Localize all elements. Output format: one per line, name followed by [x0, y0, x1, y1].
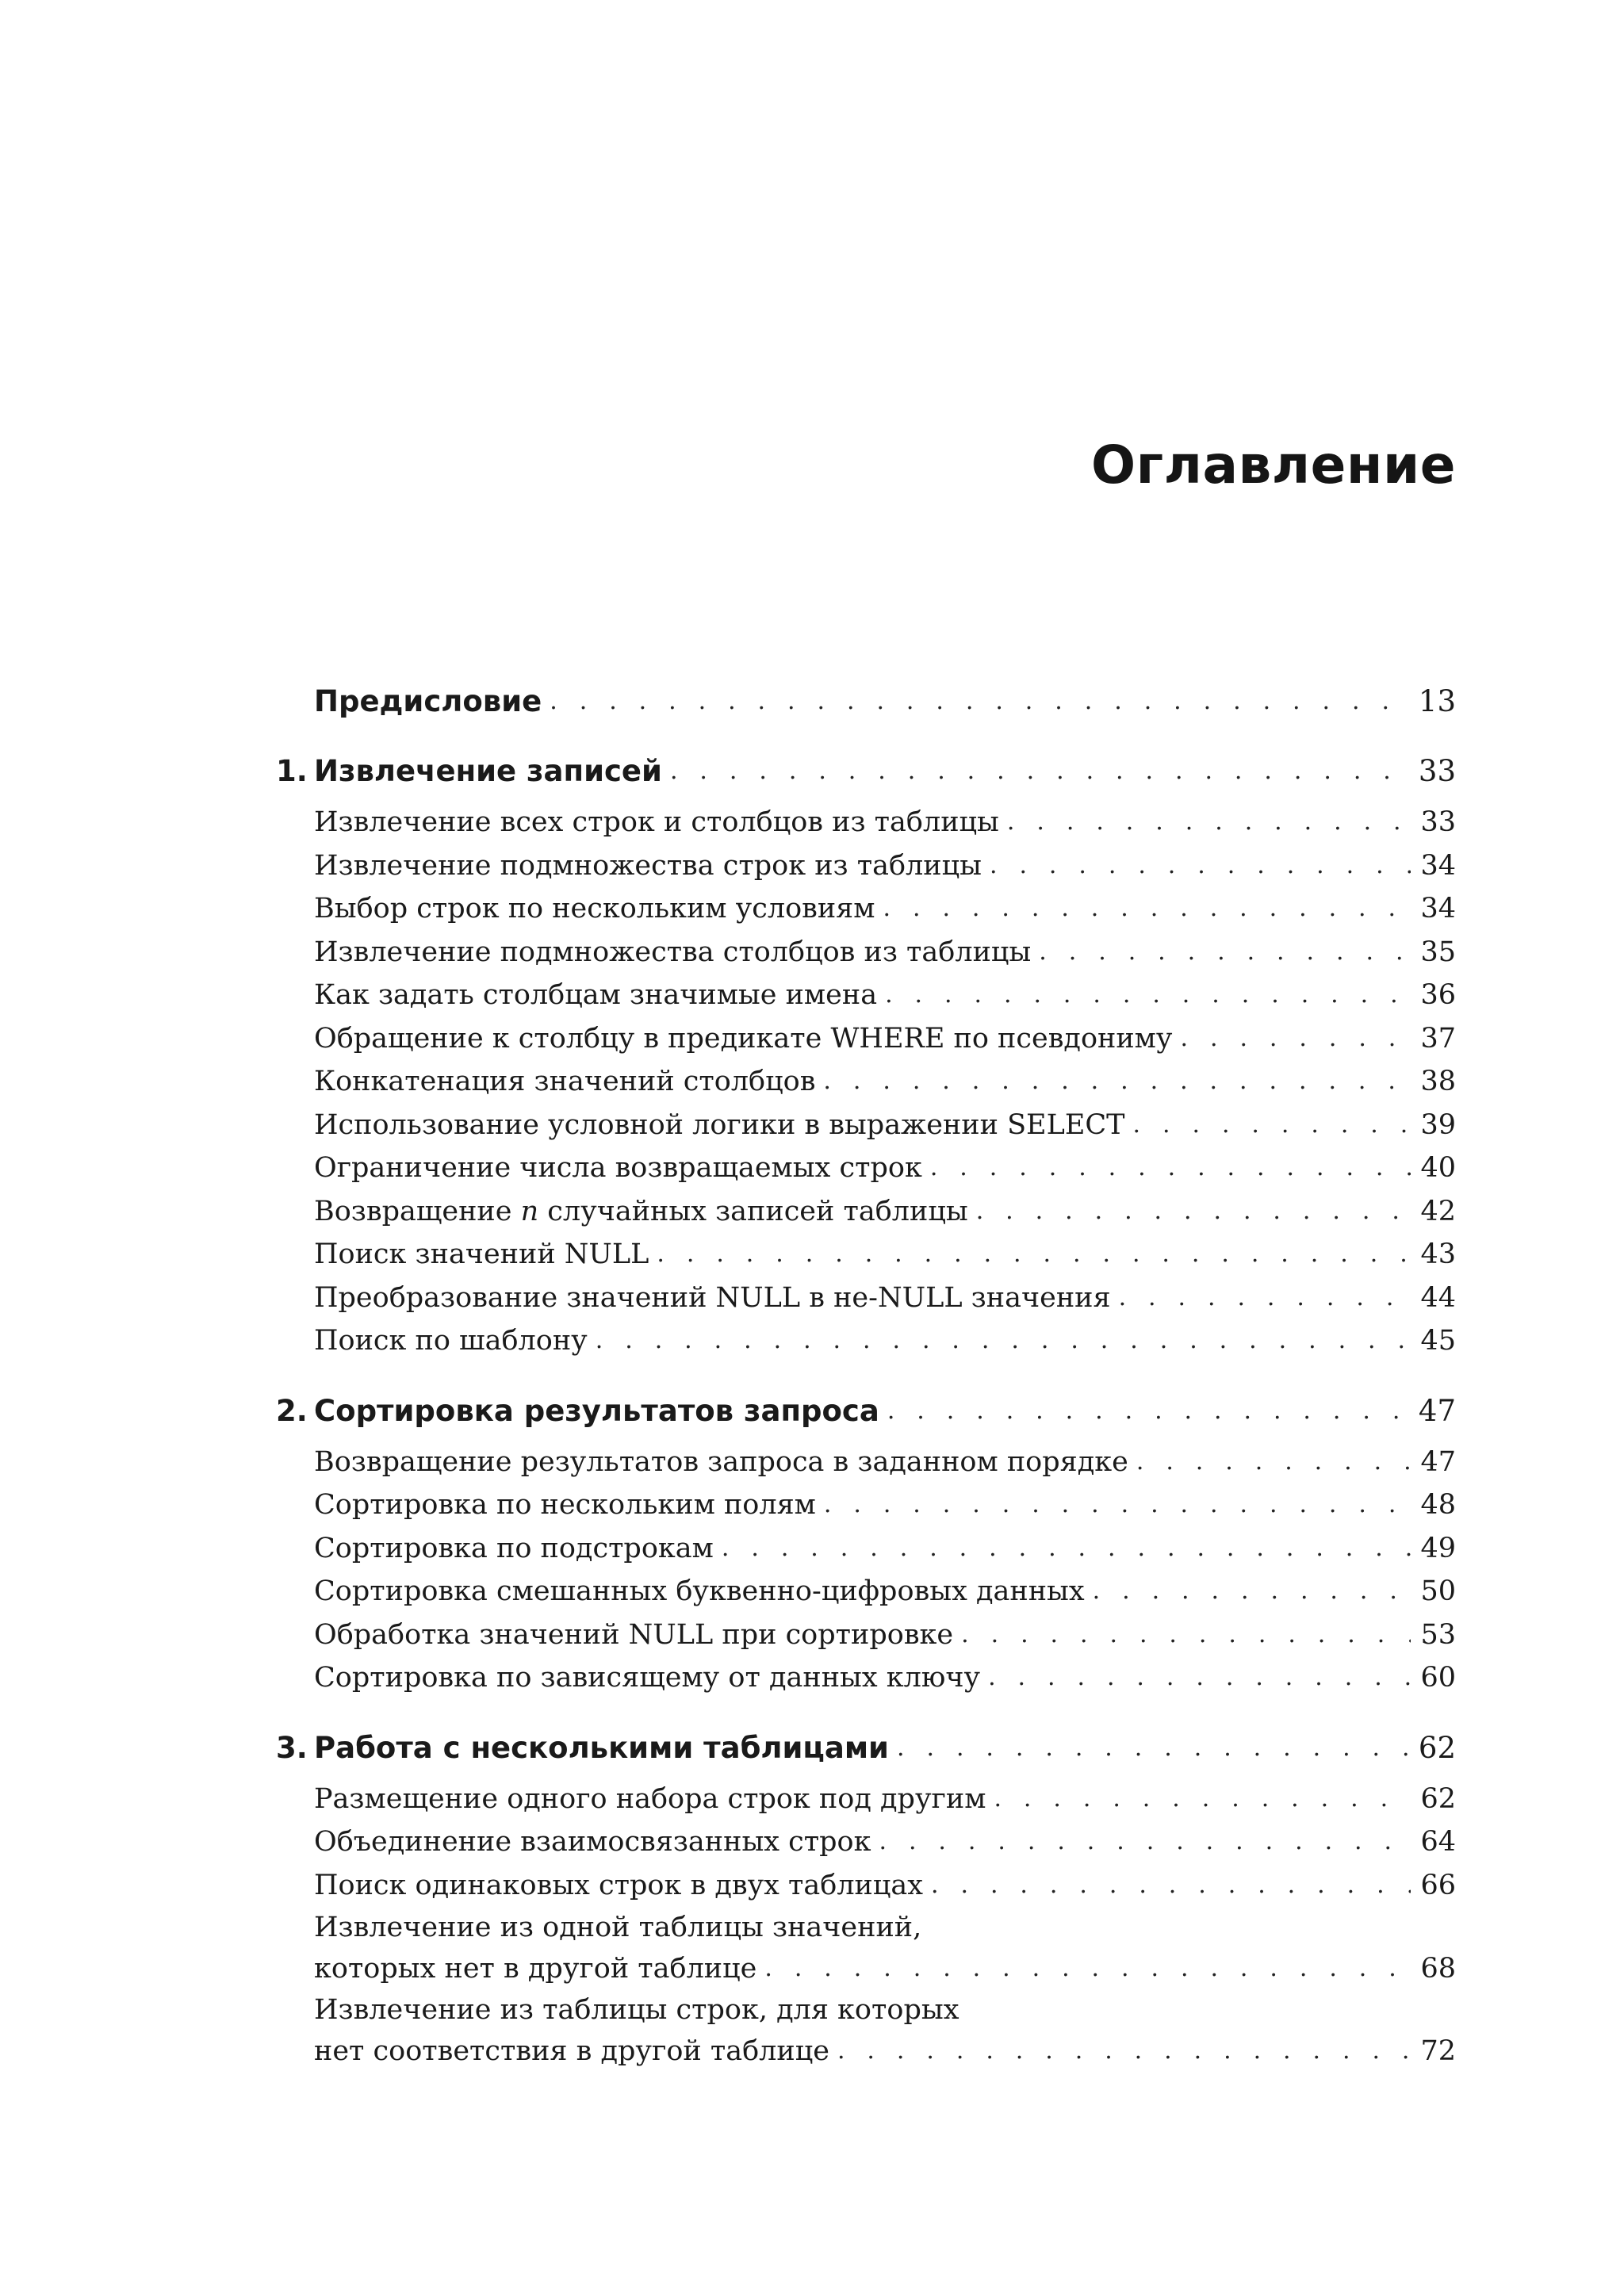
toc-section[interactable] — [276, 1277, 1456, 1320]
toc-entry-label — [314, 1190, 976, 1234]
toc-page-number: 39 — [1420, 1108, 1456, 1141]
dot-leader — [990, 844, 1411, 888]
toc-page-number: 35 — [1420, 936, 1456, 968]
toc-entry-label: Возвращение результатов запроса в заданном порядке — [314, 1441, 1136, 1484]
toc-section[interactable] — [276, 1146, 1456, 1190]
toc-entry-label: Сортировка смешанных буквенно-цифровых данных — [314, 1570, 1093, 1614]
toc-entry-label: Работа с несколькими таблицами — [276, 1727, 897, 1770]
toc-entry-label: Обращение к столбцу в предикате WHERE по псевдониму — [314, 1017, 1181, 1061]
toc-section[interactable] — [276, 1190, 1456, 1234]
toc-section[interactable] — [276, 1017, 1456, 1061]
toc-page-number: 50 — [1420, 1575, 1456, 1607]
label-suffix: случайных записей таблицы — [538, 1195, 968, 1227]
toc-section[interactable] — [276, 1483, 1456, 1527]
toc-entry-label: Сортировка по нескольким полям — [314, 1483, 824, 1527]
toc-page-number: 33 — [1420, 806, 1456, 838]
toc-section[interactable] — [276, 1104, 1456, 1147]
toc-section[interactable] — [276, 1233, 1456, 1277]
dot-leader — [1007, 801, 1411, 844]
toc-chapter-1[interactable] — [276, 750, 1456, 793]
toc-entry-label: Поиск по шаблону — [314, 1319, 596, 1363]
toc-page-number: 60 — [1420, 1662, 1456, 1694]
toc-entry-label: Поиск одинаковых строк в двух таблицах — [314, 1864, 931, 1908]
toc-entry-label-line1: Извлечение из таблицы строк, для которых — [314, 1994, 959, 2026]
toc-chapter-3[interactable] — [276, 1727, 1456, 1770]
toc-page-number: 49 — [1420, 1532, 1456, 1564]
toc-page-number: 62 — [1420, 1782, 1456, 1815]
table-of-contents — [276, 680, 1456, 2072]
toc-page-number: 38 — [1420, 1066, 1456, 1097]
dot-leader — [837, 2031, 1411, 2072]
toc-entry-label: Обработка значений NULL при сортировке — [314, 1614, 961, 1657]
dot-leader — [657, 1233, 1411, 1277]
dot-leader — [670, 750, 1409, 793]
toc-entry-label: Извлечение записей — [276, 750, 670, 793]
chapter-number: 2. — [276, 1393, 308, 1428]
toc-section[interactable] — [276, 1441, 1456, 1484]
chapter-number: 1. — [276, 754, 308, 788]
dot-leader — [1181, 1017, 1411, 1061]
toc-section[interactable] — [276, 844, 1456, 888]
toc-page-number: 36 — [1420, 979, 1456, 1011]
toc-entry-label: Извлечение подмножества столбцов из таблицы — [314, 931, 1039, 974]
toc-page-number: 64 — [1420, 1826, 1456, 1858]
toc-page-number: 37 — [1420, 1022, 1456, 1055]
dot-leader — [961, 1614, 1411, 1657]
toc-section[interactable] — [276, 1060, 1456, 1104]
toc-section[interactable] — [276, 1614, 1456, 1657]
dot-leader — [596, 1319, 1411, 1363]
label-italic-n: n — [520, 1195, 539, 1227]
toc-page-number: 42 — [1420, 1195, 1456, 1227]
toc-chapter-2[interactable] — [276, 1390, 1456, 1433]
toc-section[interactable] — [276, 1864, 1456, 1908]
toc-page-number: 48 — [1420, 1489, 1456, 1521]
toc-entry-label: Извлечение подмножества строк из таблицы — [314, 844, 990, 888]
dot-leader — [824, 1483, 1411, 1527]
toc-section-multiline[interactable] — [276, 1907, 1456, 1989]
toc-section[interactable] — [276, 1820, 1456, 1864]
toc-entry-label-line1: Извлечение из одной таблицы значений, — [314, 1912, 922, 1943]
dot-leader — [885, 974, 1411, 1017]
dot-leader — [722, 1527, 1411, 1571]
toc-entry-label-line2: которых нет в другой таблице — [314, 1948, 764, 1989]
dot-leader — [883, 887, 1411, 931]
label-prefix: Возвращение — [314, 1195, 521, 1227]
toc-entry-preface[interactable] — [276, 680, 1456, 723]
dot-leader — [931, 1864, 1411, 1908]
dot-leader — [988, 1656, 1411, 1700]
toc-entry-label: Как задать столбцам значимые имена — [314, 974, 885, 1017]
toc-section-multiline[interactable] — [276, 1989, 1456, 2072]
toc-section[interactable] — [276, 887, 1456, 931]
toc-entry-label: Ограничение числа возвращаемых строк — [314, 1146, 930, 1190]
toc-page-number: 43 — [1420, 1238, 1456, 1270]
toc-page-number: 34 — [1420, 893, 1456, 924]
toc-page-number: 45 — [1420, 1325, 1456, 1357]
dot-leader — [897, 1727, 1409, 1770]
toc-section[interactable] — [276, 1570, 1456, 1614]
dot-leader — [550, 680, 1409, 723]
toc-entry-label: Сортировка по подстрокам — [314, 1527, 722, 1571]
toc-section[interactable] — [276, 1527, 1456, 1571]
toc-entry-label: Преобразование значений NULL в не-NULL значения — [314, 1277, 1119, 1320]
toc-entry-label: Извлечение всех строк и столбцов из таблицы — [314, 801, 1007, 844]
dot-leader — [930, 1146, 1411, 1190]
toc-page-number: 72 — [1420, 2035, 1456, 2067]
toc-entry-label: Конкатенация значений столбцов — [314, 1060, 823, 1104]
toc-section[interactable] — [276, 1656, 1456, 1700]
toc-page-number: 68 — [1420, 1953, 1456, 1985]
page-title: Оглавление — [1091, 434, 1456, 496]
toc-section[interactable] — [276, 1319, 1456, 1363]
toc-entry-label: Выбор строк по нескольким условиям — [314, 887, 883, 931]
toc-entry-label: Объединение взаимосвязанных строк — [314, 1820, 879, 1864]
toc-entry-label: Поиск значений NULL — [314, 1233, 657, 1277]
dot-leader — [1093, 1570, 1411, 1614]
dot-leader — [879, 1820, 1411, 1864]
toc-section[interactable] — [276, 974, 1456, 1017]
dot-leader — [823, 1060, 1411, 1104]
toc-page-number: 47 — [1418, 1393, 1456, 1428]
toc-page-number: 33 — [1418, 754, 1456, 788]
chapter-number: 3. — [276, 1730, 308, 1765]
toc-entry-label: Размещение одного набора строк под другим — [314, 1778, 994, 1821]
dot-leader — [764, 1948, 1411, 1989]
toc-section[interactable] — [276, 801, 1456, 844]
toc-page-number: 47 — [1420, 1445, 1456, 1478]
toc-page-number: 44 — [1420, 1281, 1456, 1314]
dot-leader — [976, 1190, 1411, 1234]
toc-page-number: 62 — [1418, 1730, 1456, 1765]
dot-leader — [1039, 931, 1411, 974]
dot-leader — [887, 1390, 1409, 1433]
toc-entry-label: Сортировка по зависящему от данных ключу — [314, 1656, 988, 1700]
toc-page-number: 13 — [1418, 684, 1456, 718]
toc-section[interactable] — [276, 1778, 1456, 1821]
toc-page-number: 66 — [1420, 1869, 1456, 1901]
toc-entry-label: Предисловие — [276, 680, 550, 723]
toc-page-number: 40 — [1420, 1152, 1456, 1184]
dot-leader — [994, 1778, 1411, 1821]
toc-page-number: 34 — [1420, 849, 1456, 882]
dot-leader — [1119, 1277, 1411, 1320]
toc-entry-label: Использование условной логики в выражении SELECT — [314, 1104, 1133, 1147]
toc-entry-label-line2: нет соответствия в другой таблице — [314, 2031, 837, 2072]
toc-page-number: 53 — [1420, 1618, 1456, 1651]
toc-entry-label: Сортировка результатов запроса — [276, 1390, 887, 1433]
dot-leader — [1136, 1441, 1411, 1484]
toc-section[interactable] — [276, 931, 1456, 974]
dot-leader — [1133, 1104, 1411, 1147]
